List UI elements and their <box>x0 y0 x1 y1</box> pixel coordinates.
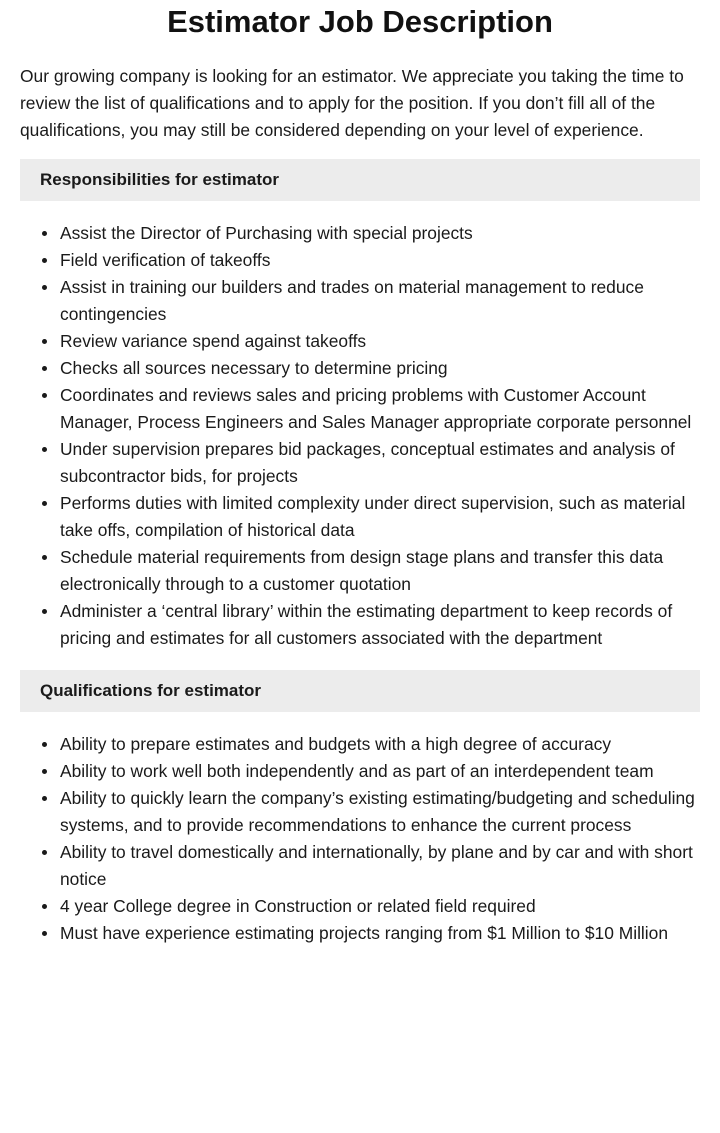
list-item: Review variance spend against takeoffs <box>60 328 700 355</box>
list-item: Ability to quickly learn the company’s existing estimating/budgeting and scheduling systems, and to provide recommendations to enhance the current process <box>60 785 700 839</box>
responsibilities-header: Responsibilities for estimator <box>20 159 700 201</box>
page-title: Estimator Job Description <box>167 4 553 39</box>
list-item: Coordinates and reviews sales and pricing problems with Customer Account Manager, Process Engineers and Sales Manager appropriate corporate personnel <box>60 382 700 436</box>
list-item: Under supervision prepares bid packages, conceptual estimates and analysis of subcontractor bids, for projects <box>60 436 700 490</box>
list-item: Ability to prepare estimates and budgets with a high degree of accuracy <box>60 731 700 758</box>
list-item: Schedule material requirements from design stage plans and transfer this data electronically through to a customer quotation <box>60 544 700 598</box>
list-item: Field verification of takeoffs <box>60 247 700 274</box>
responsibilities-list <box>20 220 700 652</box>
list-item: Must have experience estimating projects ranging from $1 Million to $10 Million <box>60 920 700 947</box>
list-item: Administer a ‘central library’ within the estimating department to keep records of pricing and estimates for all customers associated with the department <box>60 598 700 652</box>
intro-paragraph: Our growing company is looking for an estimator. We appreciate you taking the time to review the list of qualifications and to apply for the position. If you don’t fill all of the qualifications, you may still be considered depending on your level of experience. <box>20 66 684 140</box>
list-item: Checks all sources necessary to determine pricing <box>60 355 700 382</box>
list-item: Ability to travel domestically and internationally, by plane and by car and with short notice <box>60 839 700 893</box>
list-item: Performs duties with limited complexity under direct supervision, such as material take offs, compilation of historical data <box>60 490 700 544</box>
list-item: Ability to work well both independently and as part of an interdependent team <box>60 758 700 785</box>
qualifications-list <box>20 731 700 947</box>
list-item: Assist the Director of Purchasing with special projects <box>60 220 700 247</box>
qualifications-header: Qualifications for estimator <box>20 670 700 712</box>
list-item: 4 year College degree in Construction or related field required <box>60 893 700 920</box>
list-item: Assist in training our builders and trades on material management to reduce contingencies <box>60 274 700 328</box>
